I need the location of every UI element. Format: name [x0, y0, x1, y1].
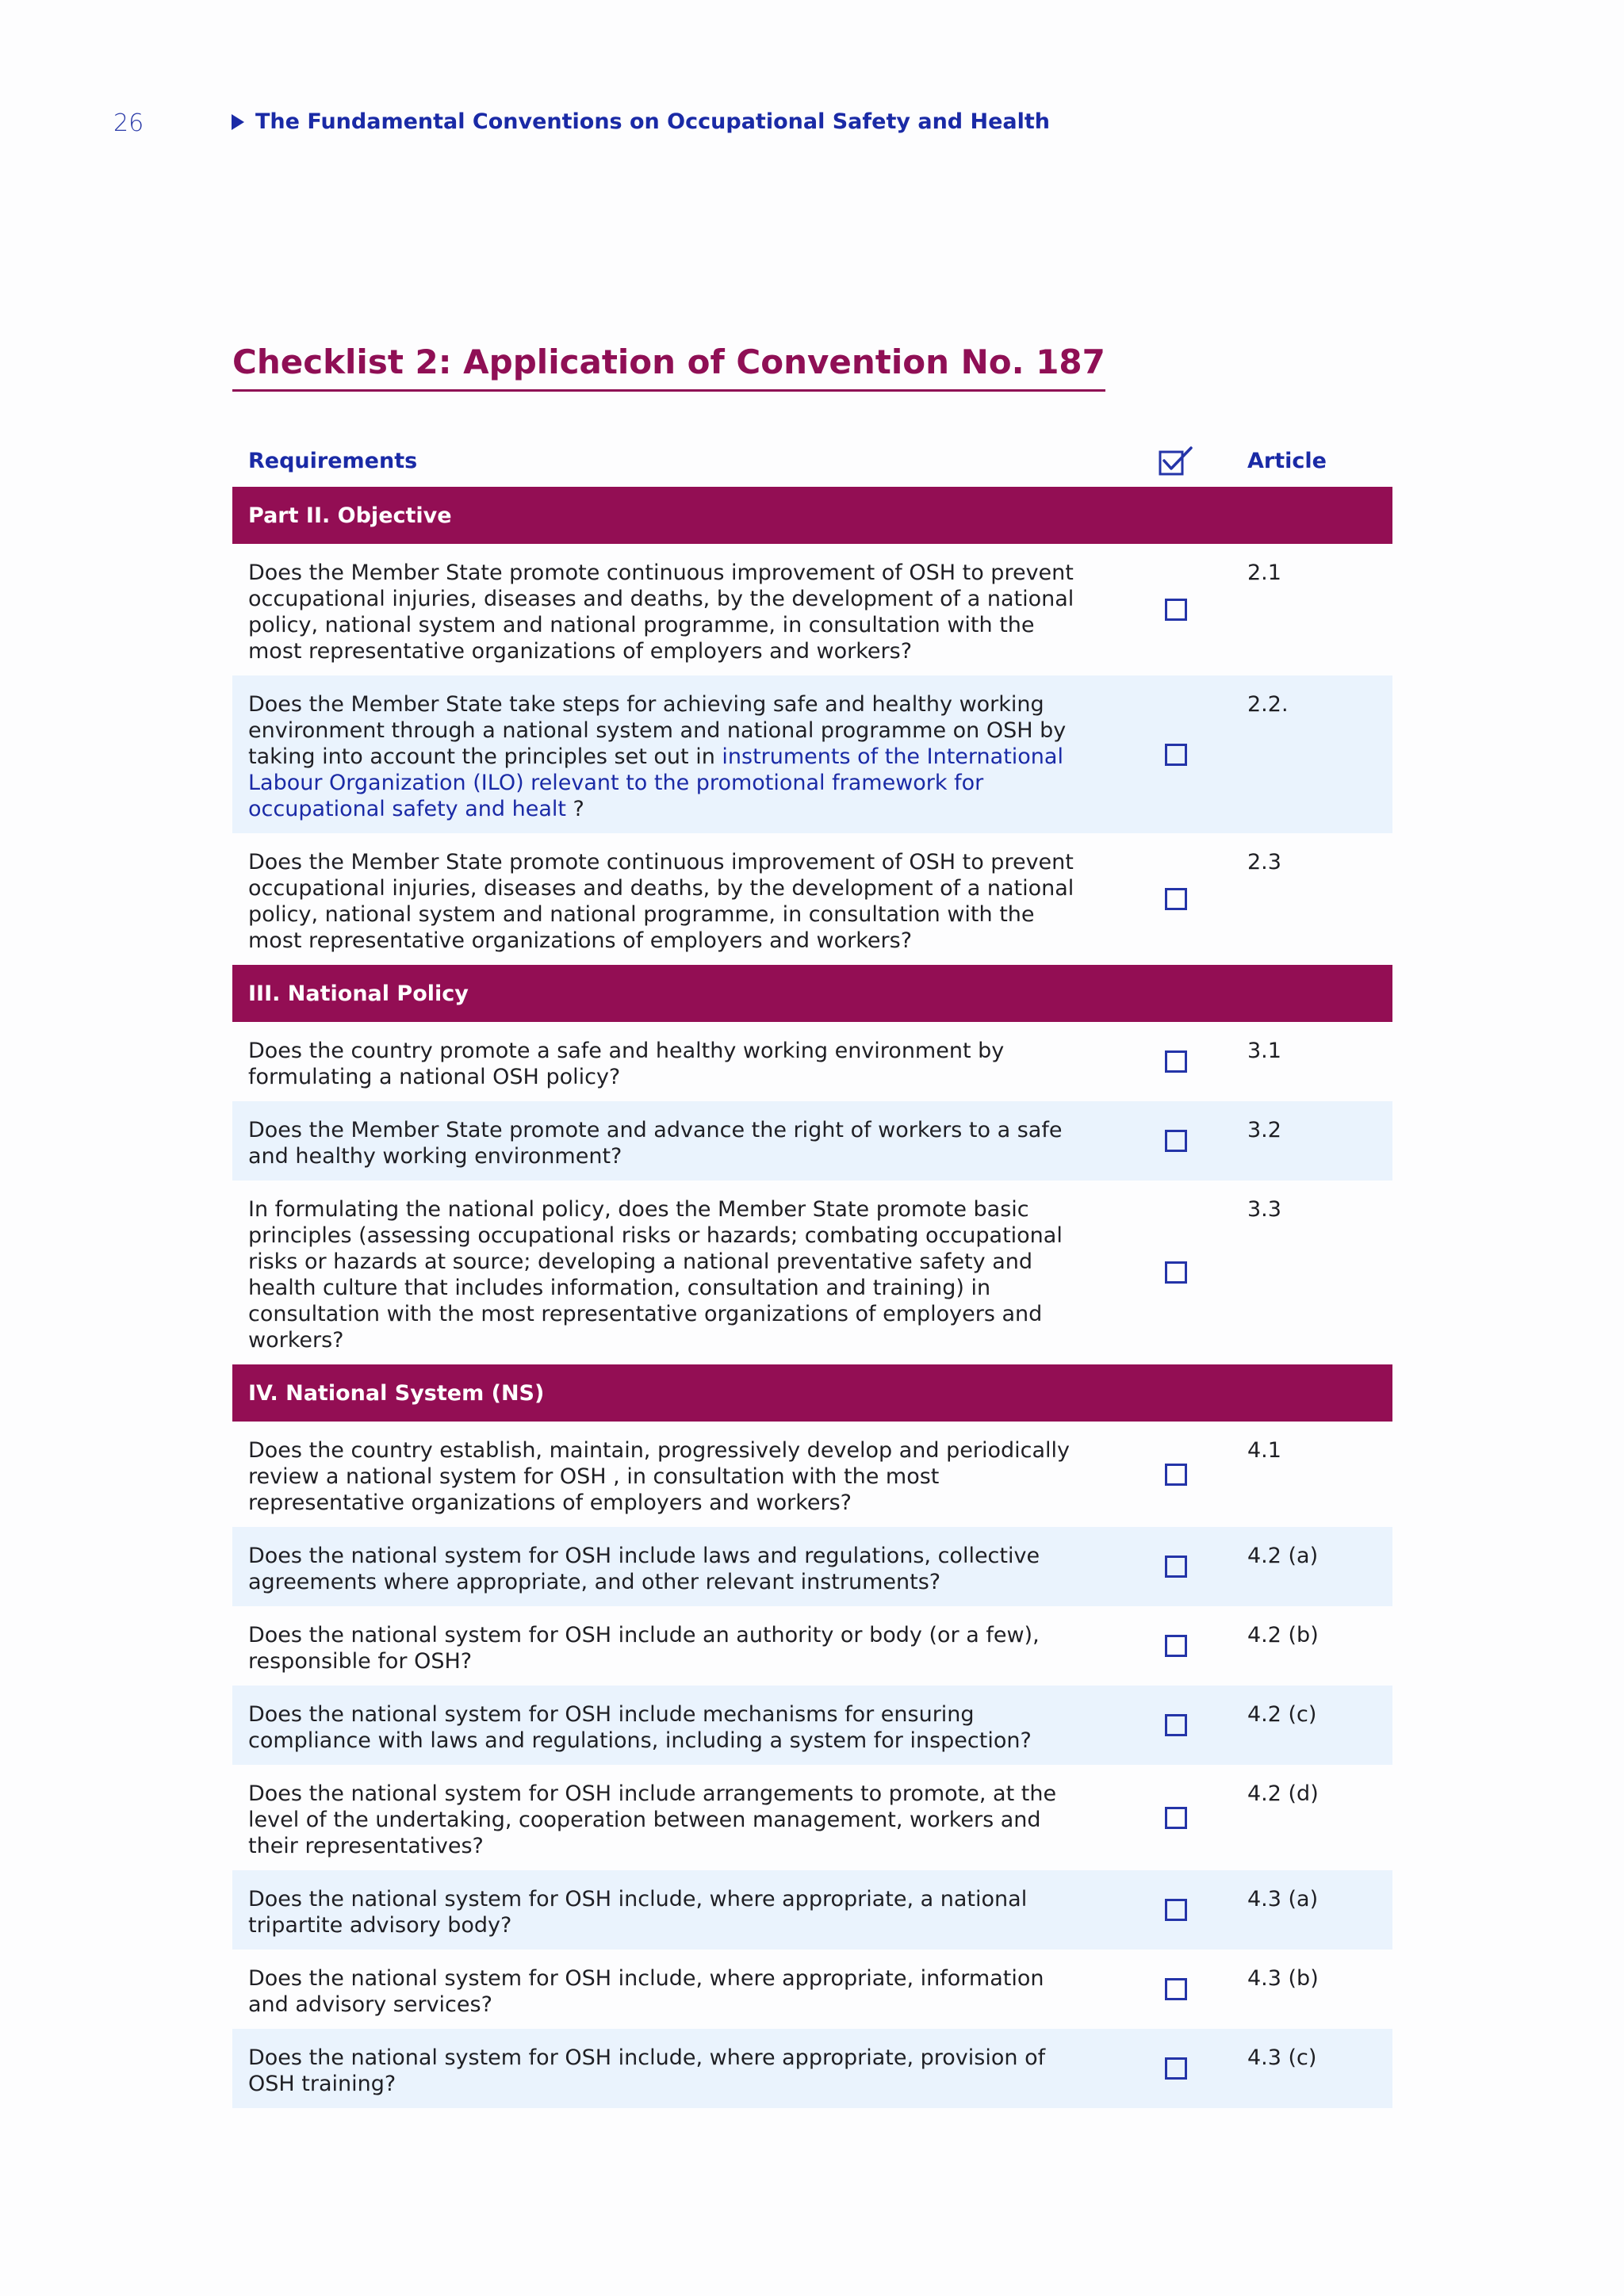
table-row	[232, 1950, 1392, 2029]
article-number: 3.2	[1247, 1118, 1281, 1142]
article-number: 4.3 (a)	[1247, 1887, 1319, 1911]
check-cell	[1120, 675, 1231, 833]
article-number: 2.2.	[1247, 692, 1289, 717]
requirement-text: Does the country promote a safe and healthy working environment by formulating a national OSH policy?	[248, 1039, 1005, 1089]
article-number: 4.3 (c)	[1247, 2045, 1317, 2070]
empty-checkbox-icon[interactable]	[1165, 744, 1187, 766]
table-row	[232, 833, 1392, 965]
empty-checkbox-icon[interactable]	[1165, 1130, 1187, 1152]
check-cell	[1120, 1950, 1231, 2029]
empty-checkbox-icon[interactable]	[1165, 1050, 1187, 1073]
requirement-text: Does the national system for OSH include, where appropriate, information and advisory services?	[248, 1966, 1044, 2017]
requirement-text: Does the country establish, maintain, progressively develop and periodically review a national system for OSH , in consultation with the most representative organizations of employers and workers?	[248, 1438, 1071, 1515]
article-number: 4.2 (c)	[1247, 1702, 1317, 1727]
table-row	[232, 1870, 1392, 1950]
table-row	[232, 544, 1392, 675]
triangle-bullet-icon	[232, 114, 244, 130]
check-cell	[1120, 1422, 1231, 1527]
check-cell	[1120, 1606, 1231, 1686]
table-row	[232, 1101, 1392, 1181]
article-number: 4.2 (a)	[1247, 1544, 1319, 1568]
requirement-text	[232, 675, 1120, 833]
checked-box-icon	[1158, 445, 1194, 476]
requirement-text: Does the national system for OSH include arrangements to promote, at the level of the undertaking, cooperation between management, workers and their representatives?	[248, 1781, 1057, 1858]
empty-checkbox-icon[interactable]	[1165, 1807, 1187, 1829]
page-title: Checklist 2: Application of Convention No. 187	[232, 342, 1105, 392]
table-row	[232, 675, 1392, 833]
requirement-text: Does the Member State promote and advance the right of workers to a safe and healthy working environment?	[248, 1118, 1063, 1169]
requirement-text: Does the Member State promote continuous improvement of OSH to prevent occupational injuries, diseases and deaths, by the development of a national policy, national system and national programme, in consultation with the most representative organizations of employers and workers?	[248, 850, 1074, 953]
requirement-text: Does the national system for OSH include, where appropriate, a national tripartite advisory body?	[248, 1887, 1028, 1938]
check-cell	[1120, 544, 1231, 675]
check-cell	[1120, 1101, 1231, 1181]
requirement-text: Does the national system for OSH include mechanisms for ensuring compliance with laws and regulations, including a system for inspection?	[248, 1702, 1032, 1753]
table-row	[232, 1686, 1392, 1765]
check-cell	[1120, 1686, 1231, 1765]
table-header-row	[232, 434, 1392, 487]
empty-checkbox-icon[interactable]	[1165, 2057, 1187, 2080]
article-number: 4.3 (b)	[1247, 1966, 1319, 1991]
header-article: Article	[1247, 448, 1327, 473]
article-number: 4.1	[1247, 1438, 1281, 1463]
running-header-title: The Fundamental Conventions on Occupational Safety and Health	[255, 109, 1051, 134]
requirement-text: Does the national system for OSH include, where appropriate, provision of OSH training?	[248, 2045, 1046, 2096]
empty-checkbox-icon[interactable]	[1165, 1464, 1187, 1486]
article-number: 3.1	[1247, 1039, 1281, 1063]
empty-checkbox-icon[interactable]	[1165, 1899, 1187, 1921]
article-number: 2.3	[1247, 850, 1281, 874]
article-number: 2.1	[1247, 561, 1281, 585]
requirement-text: In formulating the national policy, does the Member State promote basic principles (assessing occupational risks or hazards; combating occupational risks or hazards at source; developing a national preventative safety and health culture that includes information, consultation and training) in consultation with the most representative organizations of employers and workers?	[248, 1197, 1063, 1353]
section-heading: III. National Policy	[232, 965, 1392, 1022]
empty-checkbox-icon[interactable]	[1165, 1635, 1187, 1657]
requirement-text-before: Does the Member State take steps for achieving safe and healthy working environment through a national system and national programme on OSH by taking into account the principles set out in	[248, 692, 1067, 769]
table-row	[232, 2029, 1392, 2108]
table-row	[232, 1022, 1392, 1101]
requirement-text: Does the Member State promote continuous improvement of OSH to prevent occupational injuries, diseases and deaths, by the development of a national policy, national system and national programme, in consultation with the most representative organizations of employers and workers?	[248, 561, 1074, 664]
requirement-text: Does the national system for OSH include an authority or body (or a few), responsible for OSH?	[248, 1623, 1040, 1674]
header-requirements: Requirements	[248, 448, 418, 473]
empty-checkbox-icon[interactable]	[1165, 599, 1187, 621]
check-cell	[1120, 1765, 1231, 1870]
check-cell	[1120, 1181, 1231, 1364]
empty-checkbox-icon[interactable]	[1165, 888, 1187, 910]
empty-checkbox-icon[interactable]	[1165, 1556, 1187, 1578]
table-row	[232, 1527, 1392, 1606]
article-number: 4.2 (d)	[1247, 1781, 1319, 1806]
check-cell	[1120, 1527, 1231, 1606]
check-cell	[1120, 1022, 1231, 1101]
empty-checkbox-icon[interactable]	[1165, 1261, 1187, 1284]
article-number: 4.2 (b)	[1247, 1623, 1319, 1647]
table-row	[232, 1765, 1392, 1870]
requirement-text-after: ?	[565, 797, 584, 821]
check-cell	[1120, 833, 1231, 965]
table-row	[232, 1606, 1392, 1686]
ilo-instruments-link[interactable]: instruments of the International Labour Organization (ILO) relevant to the promotional framework for occupational safety and healt	[248, 744, 1063, 821]
page-number: 26	[113, 109, 144, 137]
check-cell	[1120, 2029, 1231, 2108]
check-cell	[1120, 1870, 1231, 1950]
section-heading: IV. National System (NS)	[232, 1364, 1392, 1422]
running-header	[232, 109, 1050, 134]
requirement-text: Does the national system for OSH include laws and regulations, collective agreements where appropriate, and other relevant instruments?	[248, 1544, 1040, 1594]
article-number: 3.3	[1247, 1197, 1281, 1222]
checklist-table	[232, 434, 1392, 2108]
section-heading: Part II. Objective	[232, 487, 1392, 544]
header-check-column	[1120, 445, 1231, 476]
table-row	[232, 1422, 1392, 1527]
table-row	[232, 1181, 1392, 1364]
empty-checkbox-icon[interactable]	[1165, 1978, 1187, 2000]
title-block	[232, 342, 1105, 392]
table-body	[232, 487, 1392, 2108]
empty-checkbox-icon[interactable]	[1165, 1714, 1187, 1736]
